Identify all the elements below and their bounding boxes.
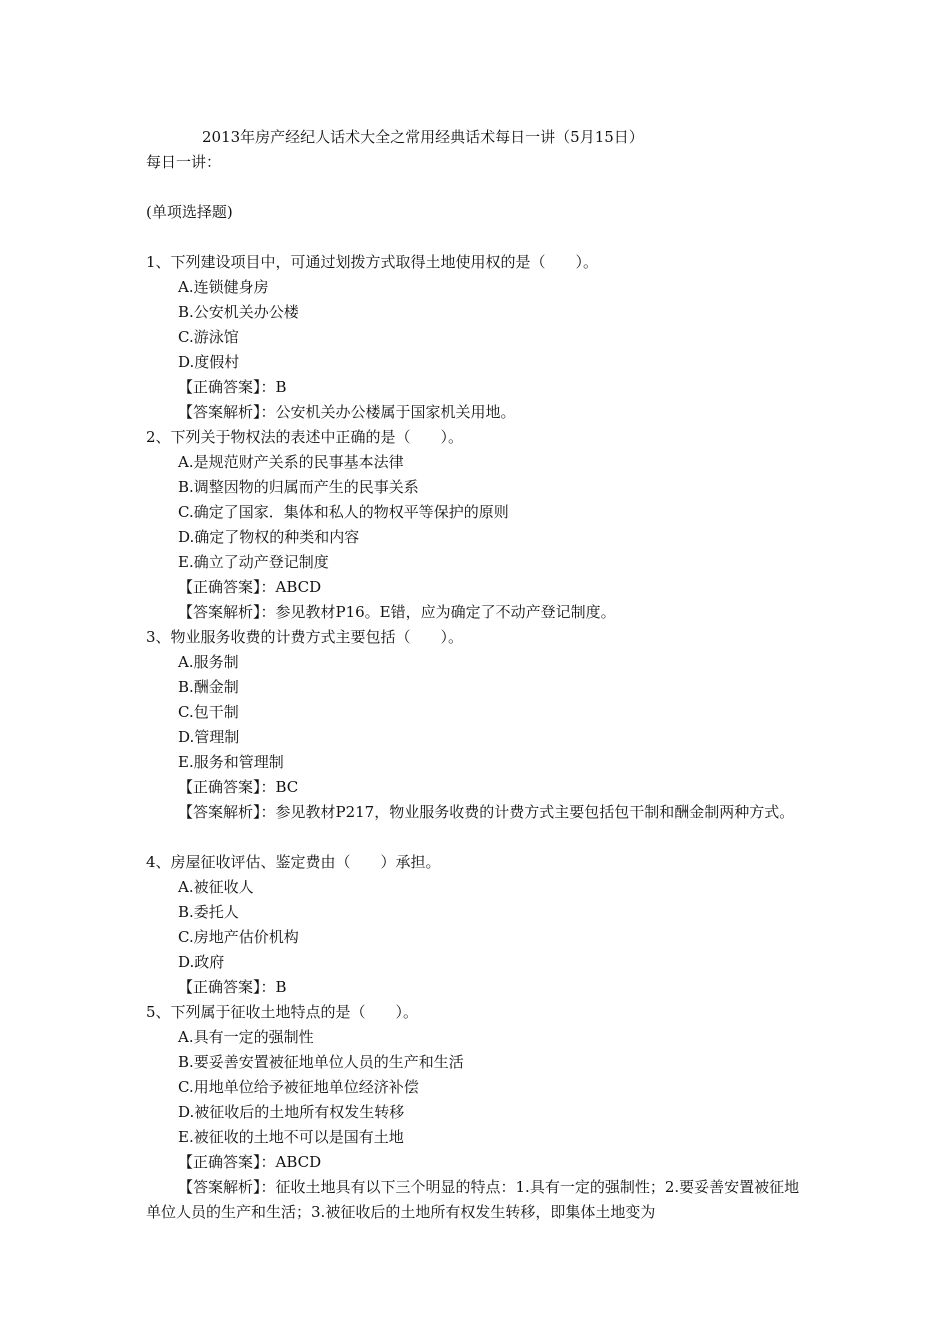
question-3-option-a: A.服务制 (178, 653, 239, 671)
question-5-answer: 【正确答案】：ABCD (178, 1153, 322, 1171)
question-5-option-a: A.具有一定的强制性 (178, 1028, 314, 1046)
question-5-option-c: C.用地单位给予被征地单位经济补偿 (178, 1078, 419, 1096)
question-3-analysis: 【答案解析】：参见教材P217，物业服务收费的计费方式主要包括包干制和酬金制两种方式。 (178, 803, 795, 821)
question-4-option-b: B.委托人 (178, 903, 239, 921)
question-4-stem: 4、房屋征收评估、鉴定费由（ ）承担。 (146, 853, 441, 871)
question-2-answer: 【正确答案】：ABCD (178, 578, 322, 596)
question-2-stem: 2、下列关于物权法的表述中正确的是（ ）。 (146, 428, 464, 446)
question-1-answer: 【正确答案】：B (178, 378, 287, 396)
question-5-stem: 5、下列属于征收土地特点的是（ ）。 (146, 1003, 419, 1021)
question-3-option-e: E.服务和管理制 (178, 753, 284, 771)
question-5-option-b: B.要妥善安置被征地单位人员的生产和生活 (178, 1053, 464, 1071)
question-3-option-b: B.酬金制 (178, 678, 239, 696)
question-1-option-c: C.游泳馆 (178, 328, 239, 346)
question-3-option-c: C.包干制 (178, 703, 239, 721)
question-3-option-d: D.管理制 (178, 728, 240, 746)
question-4-option-c: C.房地产估价机构 (178, 928, 299, 946)
question-1-stem: 1、下列建设项目中，可通过划拨方式取得土地使用权的是（ ）。 (146, 253, 599, 271)
question-2-option-a: A.是规范财产关系的民事基本法律 (178, 453, 404, 471)
document-title: 2013年房产经纪人话术大全之常用经典话术每日一讲（5月15日） (202, 128, 644, 146)
question-5-option-d: D.被征收后的土地所有权发生转移 (178, 1103, 405, 1121)
question-5-analysis: 【答案解析】：征收土地具有以下三个明显的特点：1.具有一定的强制性；2.要妥善安置被征地单位人员的生产和生活；3.被征收后的土地所有权发生转移，即集体土地变为 (146, 1178, 800, 1221)
question-4-option-a: A.被征收人 (178, 878, 254, 896)
question-2-analysis: 【答案解析】：参见教材P16。E错，应为确定了不动产登记制度。 (178, 603, 616, 621)
question-5-option-e: E.被征收的土地不可以是国有土地 (178, 1128, 404, 1146)
question-4-option-d: D.政府 (178, 953, 225, 971)
question-2-option-e: E.确立了动产登记制度 (178, 553, 329, 571)
intro-text: 每日一讲： (146, 153, 222, 171)
section-heading: (单项选择题) (146, 203, 233, 221)
question-2-option-b: B.调整因物的归属而产生的民事关系 (178, 478, 419, 496)
question-1-option-b: B.公安机关办公楼 (178, 303, 299, 321)
question-1-option-a: A.连锁健身房 (178, 278, 269, 296)
question-4-answer: 【正确答案】：B (178, 978, 287, 996)
question-3-answer: 【正确答案】：BC (178, 778, 299, 796)
question-1-analysis: 【答案解析】：公安机关办公楼属于国家机关用地。 (178, 403, 516, 421)
question-2-option-d: D.确定了物权的种类和内容 (178, 528, 360, 546)
question-3-stem: 3、物业服务收费的计费方式主要包括（ ）。 (146, 628, 464, 646)
question-2-option-c: C.确定了国家．集体和私人的物权平等保护的原则 (178, 503, 509, 521)
question-1-option-d: D.度假村 (178, 353, 240, 371)
